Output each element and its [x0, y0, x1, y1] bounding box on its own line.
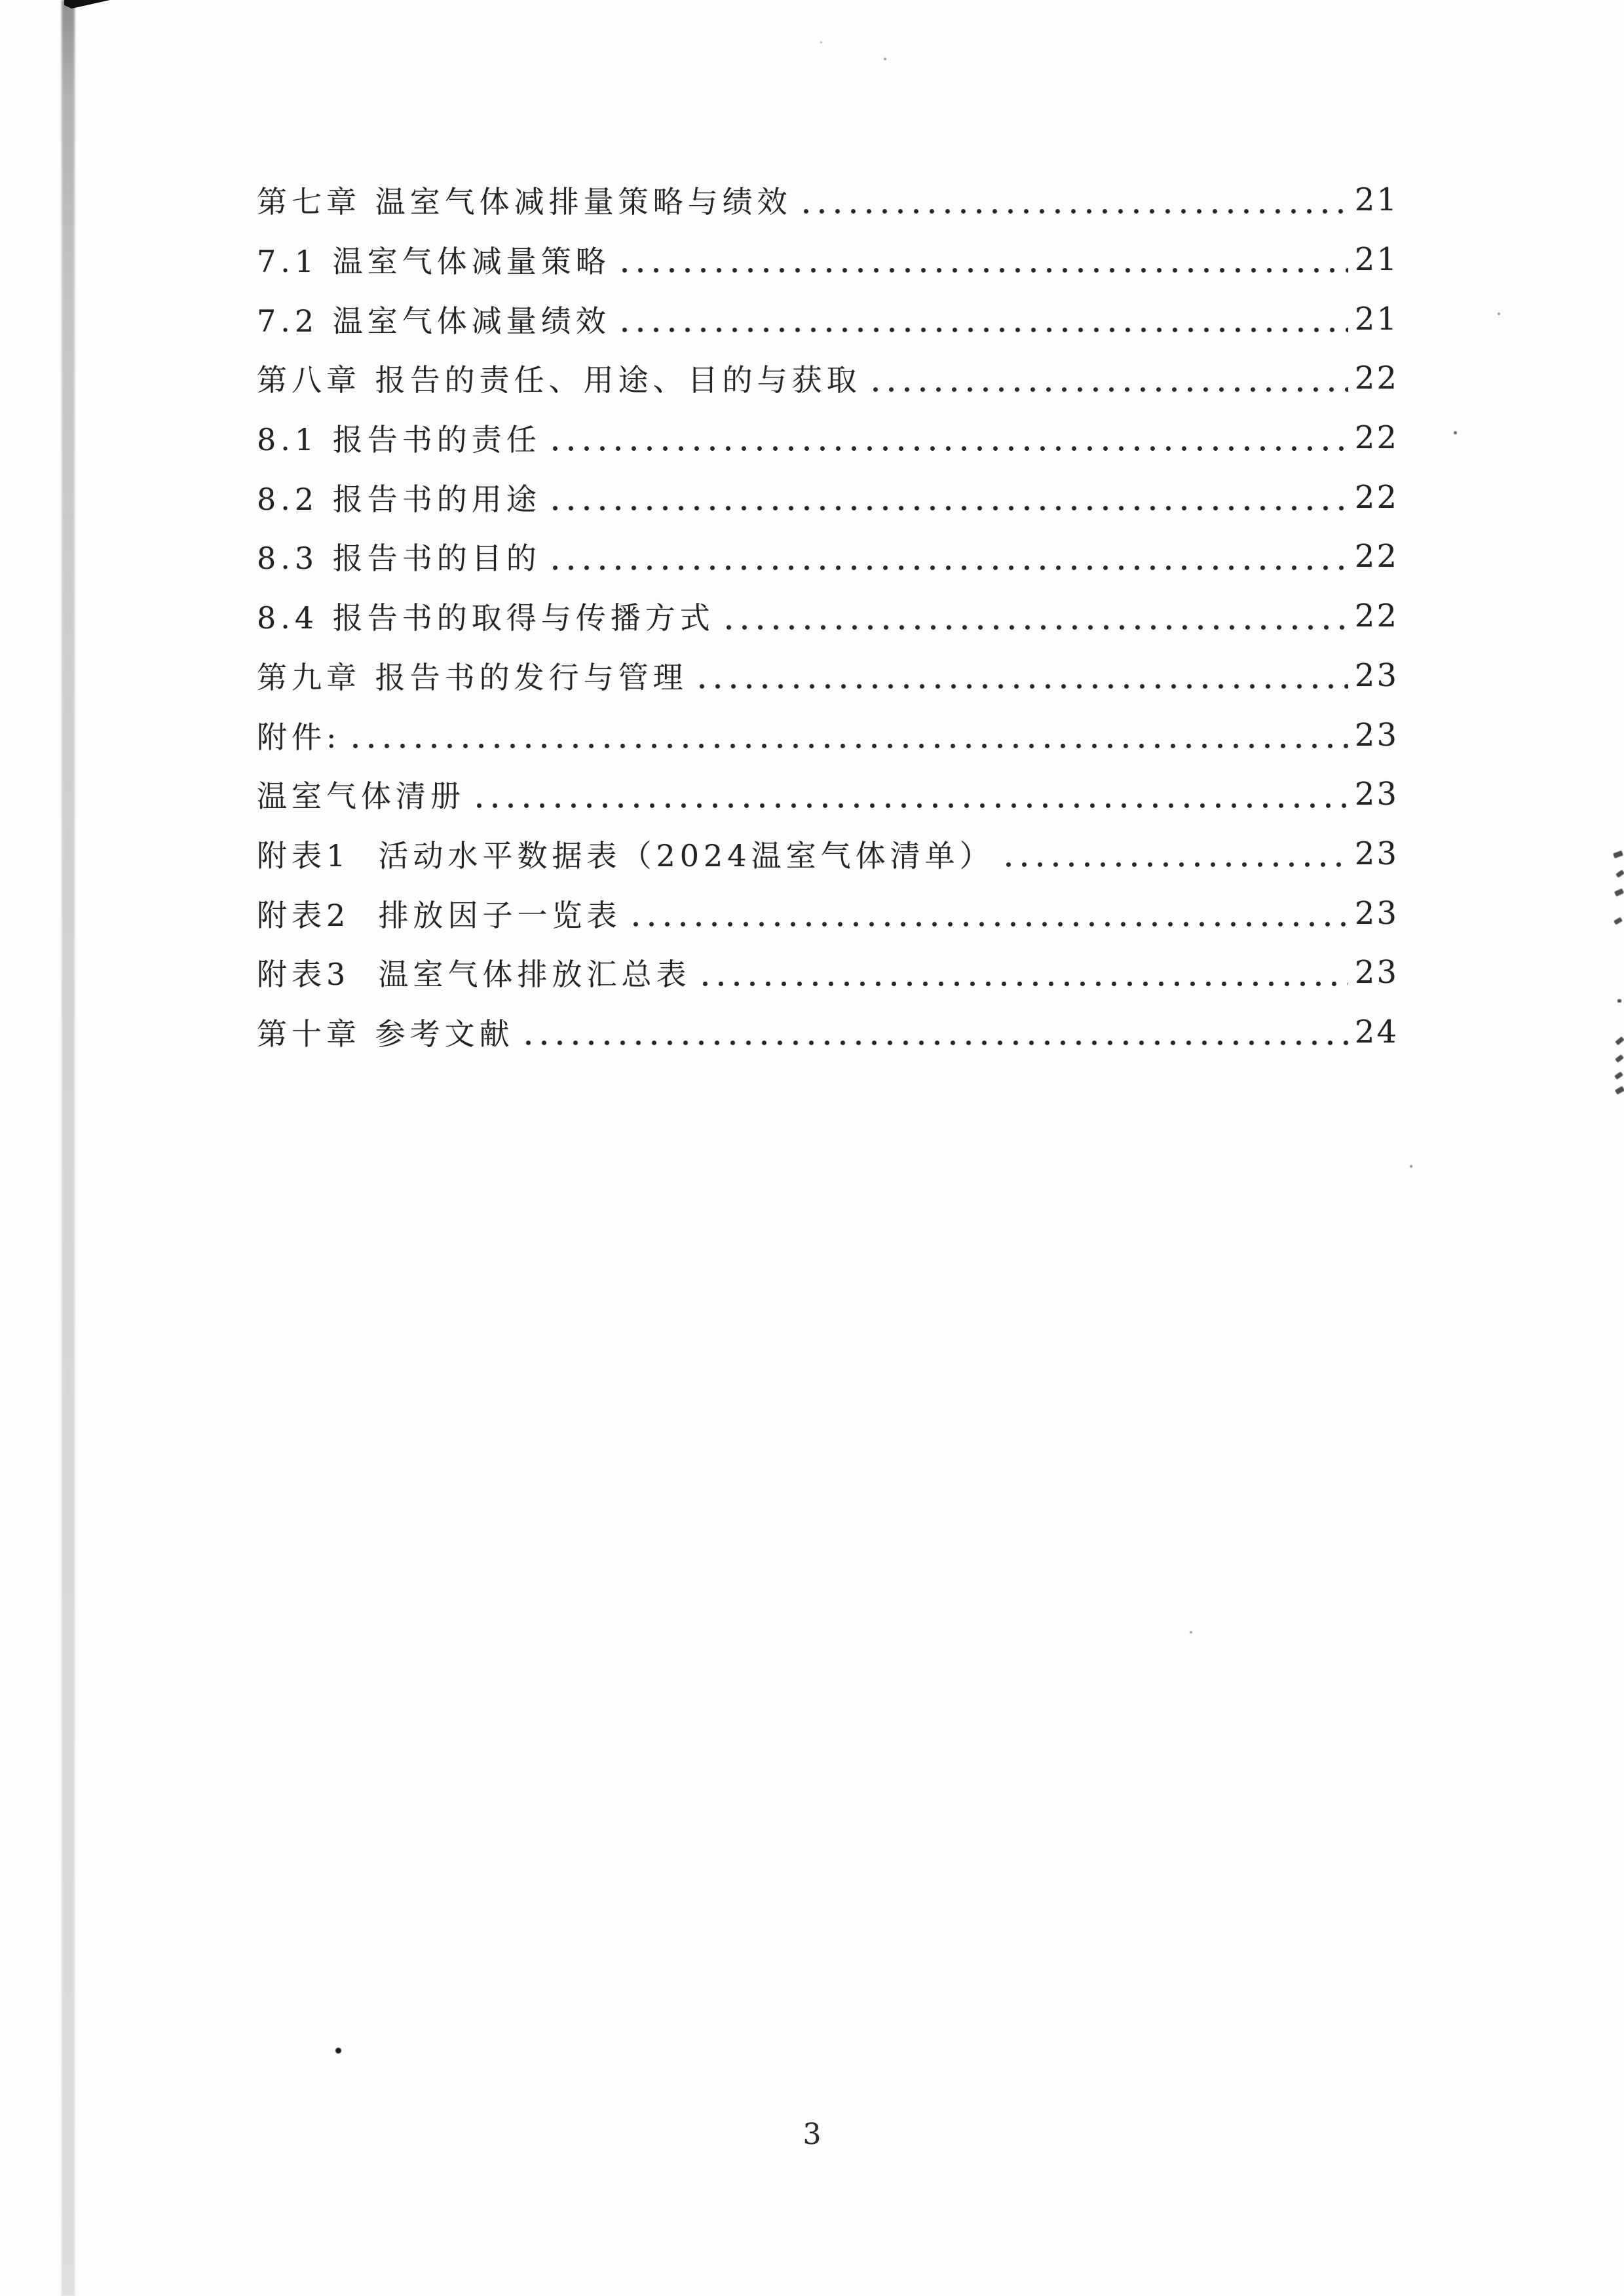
scan-edge-mark — [1614, 917, 1623, 925]
scan-speck — [1410, 1165, 1412, 1168]
toc-leader-dots — [697, 646, 1351, 706]
toc-leader-dots — [550, 527, 1351, 586]
toc-entry-title: 8.3 报告书的目的 — [257, 541, 541, 577]
toc-entry-title: 温室气体清册 — [257, 778, 465, 814]
toc-entry-title: 第七章 温室气体减排量策略与绩效 — [257, 184, 792, 220]
toc-entry-title: 第十章 参考文献 — [257, 1016, 514, 1052]
toc-entry-page-number: 23 — [1354, 954, 1399, 991]
toc-entry-title: 附表2 排放因子一览表 — [257, 897, 622, 933]
toc-list — [257, 170, 1399, 1062]
scan-corner-artifact — [64, 0, 110, 9]
scan-edge-mark — [1614, 1071, 1623, 1080]
toc-entry — [257, 408, 1399, 468]
scan-edge-mark — [1615, 1037, 1624, 1046]
toc-entry-title: 第九章 报告书的发行与管理 — [257, 659, 688, 695]
scan-edge-mark — [1613, 851, 1623, 858]
toc-entry — [257, 230, 1399, 290]
toc-leader-dots — [523, 1003, 1351, 1062]
toc-leader-dots — [1004, 824, 1351, 884]
toc-entry-page-number: 24 — [1354, 1013, 1399, 1050]
toc-leader-dots — [620, 230, 1351, 290]
toc-entry — [257, 527, 1399, 586]
toc-entry — [257, 586, 1399, 646]
toc-entry-title: 附件: — [257, 719, 341, 755]
toc-entry-page-number: 23 — [1354, 776, 1399, 813]
toc-entry-page-number: 21 — [1354, 182, 1399, 219]
toc-entry-page-number: 22 — [1354, 419, 1399, 457]
toc-leader-dots — [550, 467, 1351, 527]
toc-entry — [257, 646, 1399, 706]
toc-entry-page-number: 23 — [1354, 835, 1399, 872]
toc-entry-page-number: 23 — [1354, 894, 1399, 932]
toc-entry — [257, 705, 1399, 765]
toc-entry-title: 7.2 温室气体减量绩效 — [257, 303, 611, 339]
toc-entry — [257, 824, 1399, 884]
toc-entry-title: 8.1 报告书的责任 — [257, 422, 541, 458]
toc-leader-dots — [631, 883, 1351, 943]
scan-speck — [1190, 1631, 1192, 1634]
toc-entry-page-number: 23 — [1354, 716, 1399, 754]
toc-entry — [257, 170, 1399, 230]
scan-speck — [335, 2048, 341, 2054]
toc-entry-title: 7.1 温室气体减量策略 — [257, 244, 611, 280]
toc-entry — [257, 765, 1399, 824]
toc-entry-title: 8.2 报告书的用途 — [257, 481, 541, 517]
toc-entry — [257, 1003, 1399, 1062]
toc-entry-page-number: 22 — [1354, 478, 1399, 516]
toc-leader-dots — [700, 943, 1351, 1003]
toc-entry-title: 8.4 报告书的取得与传播方式 — [257, 600, 715, 636]
toc-entry — [257, 289, 1399, 349]
toc-entry-page-number: 22 — [1354, 598, 1399, 635]
toc-leader-dots — [620, 289, 1351, 349]
toc-entry — [257, 883, 1399, 943]
scan-speck — [820, 41, 822, 43]
toc-leader-dots — [350, 705, 1351, 765]
page-number: 3 — [803, 2118, 821, 2151]
toc-entry-page-number: 22 — [1354, 360, 1399, 397]
scan-binding-edge — [62, 0, 75, 2296]
scan-edge-mark — [1614, 889, 1624, 897]
toc-entry-title: 附表3 温室气体排放汇总表 — [257, 957, 691, 993]
toc-entry-page-number: 22 — [1354, 538, 1399, 575]
toc-entry — [257, 349, 1399, 408]
toc-entry — [257, 943, 1399, 1003]
scan-edge-mark — [1615, 1086, 1624, 1094]
scan-speck — [1454, 431, 1457, 434]
scan-edge-mark — [1615, 1054, 1624, 1063]
toc-leader-dots — [474, 765, 1351, 824]
toc-leader-dots — [801, 170, 1351, 230]
toc-entry-page-number: 21 — [1354, 241, 1399, 278]
toc-entry-page-number: 21 — [1354, 300, 1399, 337]
toc-entry — [257, 467, 1399, 527]
scan-speck — [1498, 313, 1500, 315]
toc-entry-title: 第八章 报告的责任、用途、目的与获取 — [257, 362, 861, 398]
toc-leader-dots — [724, 586, 1351, 646]
scan-edge-mark — [1615, 870, 1624, 878]
scan-edge-mark — [1617, 999, 1621, 1003]
toc-leader-dots — [871, 349, 1351, 408]
scan-speck — [884, 58, 886, 60]
toc-entry-page-number: 23 — [1354, 657, 1399, 694]
toc-leader-dots — [550, 408, 1351, 468]
toc-entry-title: 附表1 活动水平数据表（2024温室气体清单） — [257, 837, 994, 873]
